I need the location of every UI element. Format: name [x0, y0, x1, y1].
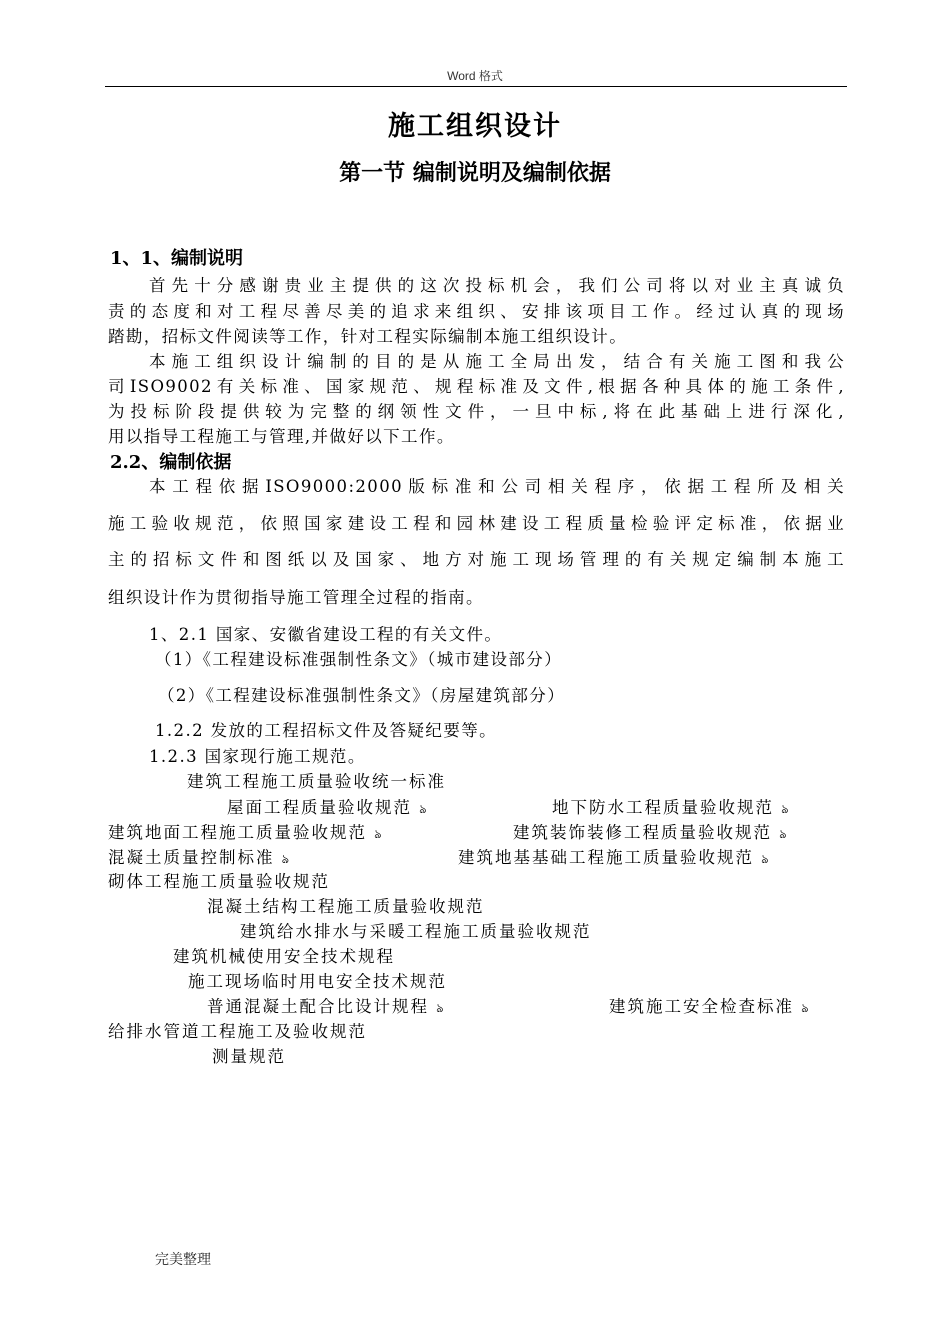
spec-item: 建筑地面工程施工质量验收规范 ঌ — [108, 823, 384, 842]
basis-line3: 主的招标文件和图纸以及国家、地方对施工现场管理的有关规定编制本施工 — [108, 550, 845, 569]
bullet-mark-icon: ঌ — [761, 852, 771, 866]
basis-line1: 本工程依据ISO9000:2000版标准和公司相关程序，依据工程所及相关 — [149, 477, 845, 496]
bullet-mark-icon: ঌ — [281, 852, 291, 866]
spec-item: 屋面工程质量验收规范 ঌ — [227, 798, 429, 817]
spec-item: 建筑施工安全检查标准 ঌ — [609, 997, 811, 1016]
spec-item: 测量规范 — [212, 1047, 286, 1066]
spec-item: 建筑工程施工质量验收统一标准 — [187, 772, 446, 791]
para1-line1: 首先十分感谢贵业主提供的这次投标机会，我们公司将以对业主真诚负 — [149, 276, 845, 295]
page-footer: 完美整理 — [155, 1252, 211, 1268]
heading-2-2: 2.2、编制依据 — [110, 452, 232, 473]
para2-line4: 用以指导工程施工与管理,并做好以下工作。 — [108, 427, 455, 446]
bullet-mark-icon: ঌ — [801, 1001, 811, 1015]
spec-item: 施工现场临时用电安全技术规范 — [188, 972, 447, 991]
spec-item: 普通混凝土配合比设计规程 ঌ — [207, 997, 446, 1016]
spec-item: 混凝土质量控制标准 ঌ — [108, 848, 291, 867]
item-1-2-2: 1.2.2 发放的工程招标文件及答疑纪要等。 — [155, 721, 498, 740]
item-sub-2: （2）《工程建设标准强制性条文》（房屋建筑部分） — [158, 686, 566, 705]
section-title: 第一节 编制说明及编制依据 — [339, 160, 611, 186]
bullet-mark-icon: ঌ — [781, 802, 791, 816]
para1-line3: 踏勘，招标文件阅读等工作，针对工程实际编制本施工组织设计。 — [108, 327, 628, 346]
para2-line3: 为投标阶段提供较为完整的纲领性文件，一旦中标,将在此基础上进行深化, — [108, 402, 845, 421]
para2-line1: 本施工组织设计编制的目的是从施工全局出发，结合有关施工图和我公 — [149, 352, 845, 371]
document-title: 施工组织设计 — [388, 111, 562, 142]
spec-item: 砌体工程施工质量验收规范 — [108, 872, 330, 891]
heading-1-1: 1、1、编制说明 — [110, 248, 244, 269]
bullet-mark-icon: ঌ — [419, 802, 429, 816]
basis-line2: 施工验收规范，依照国家建设工程和园林建设工程质量检验评定标准，依据业 — [108, 514, 845, 533]
spec-item: 混凝土结构工程施工质量验收规范 — [207, 897, 485, 916]
item-sub-1: （1）《工程建设标准强制性条文》（城市建设部分） — [155, 650, 563, 669]
para2-line2: 司ISO9002有关标准、国家规范、规程标准及文件,根据各种具体的施工条件, — [108, 377, 845, 396]
para1-line2: 责的态度和对工程尽善尽美的追求来组织、安排该项目工作。经过认真的现场 — [108, 302, 845, 321]
bullet-mark-icon: ঌ — [436, 1001, 446, 1015]
spec-item: 建筑装饰装修工程质量验收规范 ঌ — [513, 823, 789, 842]
basis-line4: 组织设计作为贯彻指导施工管理全过程的指南。 — [108, 588, 484, 607]
bullet-mark-icon: ঌ — [374, 827, 384, 841]
item-1-2-3: 1.2.3 国家现行施工规范。 — [149, 747, 366, 766]
spec-item: 地下防水工程质量验收规范 ঌ — [552, 798, 791, 817]
page-header: Word 格式 — [447, 69, 503, 83]
spec-item: 建筑机械使用安全技术规程 — [173, 947, 395, 966]
bullet-mark-icon: ঌ — [779, 827, 789, 841]
spec-item: 建筑地基基础工程施工质量验收规范 ঌ — [458, 848, 771, 867]
spec-item: 给排水管道工程施工及验收规范 — [108, 1022, 367, 1041]
spec-item: 建筑给水排水与采暖工程施工质量验收规范 — [240, 922, 592, 941]
header-rule — [105, 86, 847, 87]
item-1-2-1: 1、2.1 国家、安徽省建设工程的有关文件。 — [149, 625, 503, 644]
